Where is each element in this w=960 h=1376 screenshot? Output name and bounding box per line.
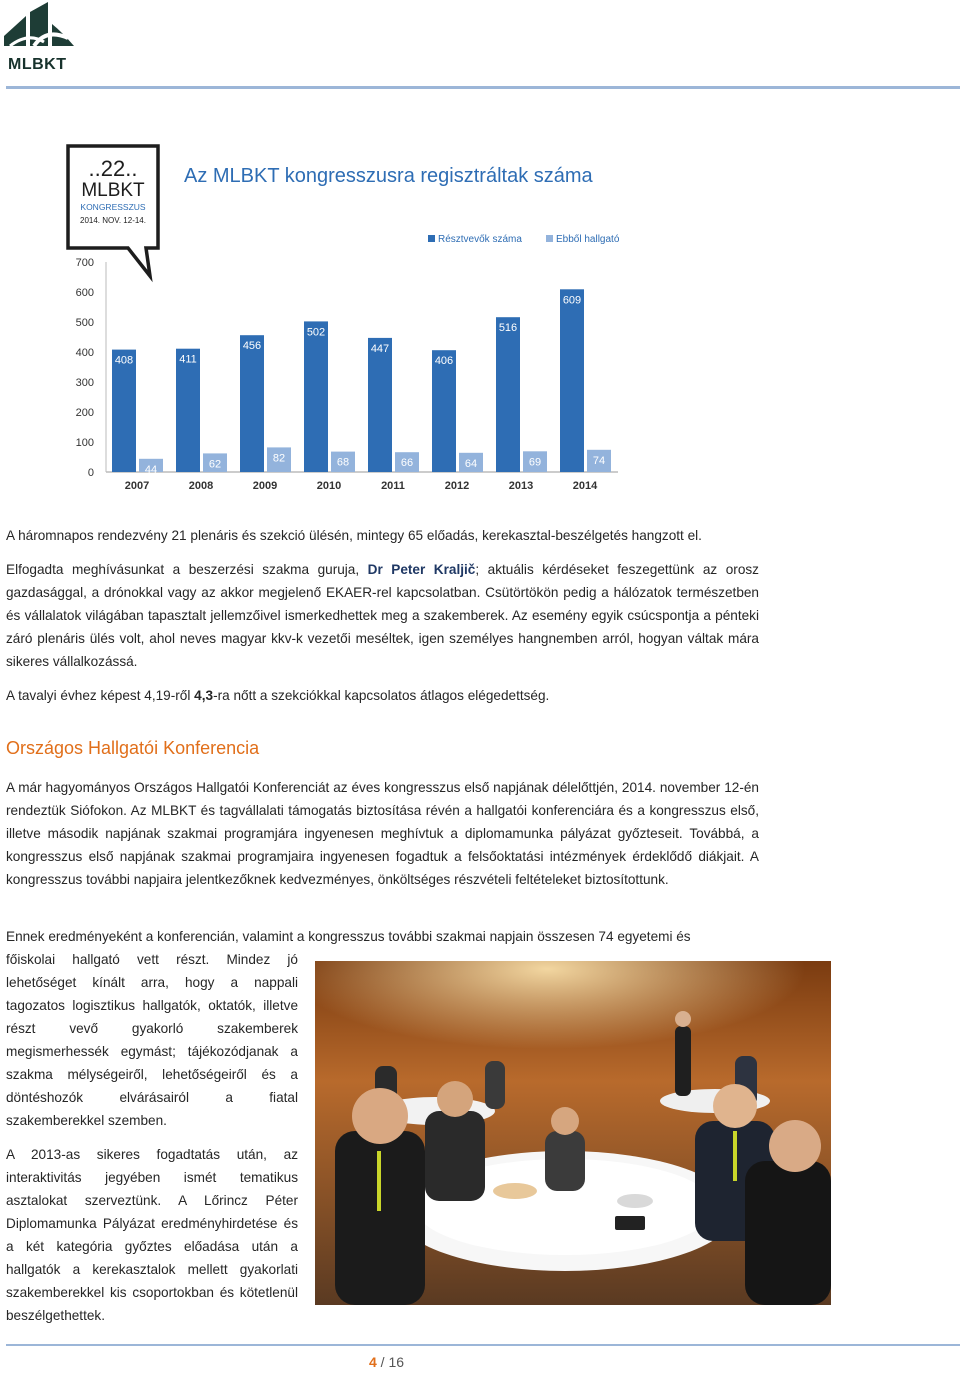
page-number — [369, 1354, 404, 1370]
x-tick-label: 2008 — [188, 480, 214, 492]
speaker-name: Dr Peter Kraljič — [367, 562, 476, 577]
current-page: 4 — [369, 1354, 377, 1370]
bar-series — [112, 289, 611, 476]
y-tick-label: 700 — [75, 257, 94, 269]
y-tick-label: 600 — [75, 287, 94, 299]
bar-participants — [176, 349, 200, 472]
bar-value-label: 456 — [242, 340, 262, 353]
x-tick-label: 2007 — [124, 480, 150, 492]
bar-value-label: 447 — [370, 342, 390, 355]
bar-participants — [368, 338, 392, 472]
speakers-text-a: Elfogadta meghívásunkat a beszerzési szakma guruja, — [6, 562, 368, 577]
y-axis — [76, 257, 618, 479]
y-tick-label: 100 — [75, 437, 94, 449]
x-tick-label: 2012 — [444, 480, 470, 492]
x-tick-label: 2009 — [252, 480, 278, 492]
x-tick-label: 2011 — [381, 480, 405, 492]
bar-value-label: 62 — [208, 458, 222, 471]
badge-line2: MLBKT — [81, 180, 145, 201]
bar-value-label: 502 — [306, 326, 326, 339]
satisfaction-text-b: -ra nőtt a szekciókkal kapcsolatos átlagos elégedettség. — [213, 688, 550, 703]
conference-photo — [315, 961, 831, 1305]
bar-participants — [496, 317, 520, 472]
x-tick-label: 2010 — [316, 480, 342, 492]
bar-value-label: 408 — [114, 354, 134, 367]
paragraph-speakers — [6, 558, 759, 673]
badge-line4: 2014. NOV. 12-14. — [80, 216, 146, 225]
x-tick-label: 2013 — [508, 480, 534, 492]
bar-value-label: 406 — [434, 355, 454, 368]
paragraph-intro: A háromnapos rendezvény 21 plenáris és szekció ülésén, mintegy 65 előadás, kerekasztal-beszélgetés hangzott el. — [6, 528, 702, 543]
bar-value-label: 82 — [272, 452, 286, 465]
bar-value-label: 44 — [144, 463, 158, 476]
y-tick-label: 0 — [87, 467, 94, 479]
bar-value-label: 609 — [562, 294, 582, 307]
bar-value-label: 411 — [179, 353, 197, 366]
y-tick-label: 300 — [75, 377, 94, 389]
bar-value-label: 66 — [400, 457, 414, 470]
legend-swatch — [546, 235, 553, 242]
bar-participants — [560, 289, 584, 472]
total-pages: 16 — [388, 1354, 405, 1370]
legend-label: Ebből hallgató — [556, 234, 620, 245]
paragraph-satisfaction — [6, 684, 759, 707]
bar-value-label: 516 — [498, 322, 518, 335]
bar-value-label: 74 — [592, 454, 606, 467]
chart-title: Az MLBKT kongresszusra regisztráltak száma — [184, 165, 593, 187]
badge-line1: ..22.. — [88, 156, 138, 181]
logo-wordmark: MLBKT — [8, 56, 67, 73]
speakers-text-b: ; aktuális kérdéseket feszegettünk az orosz gazdasággal, a drónokkal vagy az akkor megjelenő EKAER-rel kapcsolatban. Csütörtökön pedig a hálózatok természetben és vállalatok világában tapasztalt jellemzőivel ismerkedhettek meg a szakemberek. Az esemény egyik csúcspontja a pénteki záró plenáris ülés volt, ahol neves magyar kkv-k vezetői meséltek, igen személyes hangnemben arról, hogyan váltak mára sikeres vállalkozássá. — [6, 562, 759, 669]
x-axis — [125, 480, 598, 492]
legend-swatch — [428, 235, 435, 242]
bar-value-label: 69 — [528, 456, 542, 469]
bar-participants — [112, 350, 136, 472]
paragraph-student-conference: A már hagyományos Országos Hallgatói Konferenciát az éves kongresszus első napjának délelőttjén, 2014. november 12-én rendeztük Siófokon. Az MLBKT és tagvállalati támogatás biztosítása révén a hallgatói konferenciára és a kongresszus első, illetve második napjának szakmai programjára ingyenesen meghívtuk a diplomamunka pályázat győzteseit. Továbbá, a kongresszus első napjának szakmai programjaira ingyenesen fogadtuk a felsőoktatási intézmények érdeklődő diákjait. A kongresszus további napjaira jelentkezőknek kedvezményes, önköltséges részvételi feltételeket biztosítottunk. — [6, 780, 759, 887]
satisfaction-text-a: A tavalyi évhez képest 4,19-ről — [6, 688, 195, 703]
paragraph-results-narrow: főiskolai hallgató vett részt. Mindez jó lehetőséget kínált arra, hogy a nappali tagozatos logisztikus hallgatók, oktatók, illetve részt vevő gyakorló szakemberek megismerhessék egymást; tájékozódjanak a szakma mélységeiről, lehetőségeiről és a döntéshozók elvárásairól a fiatal szakemberekkel szemben. — [6, 952, 298, 1128]
x-tick-label: 2014 — [572, 480, 598, 492]
y-tick-label: 200 — [75, 407, 94, 419]
badge-line3: KONGRESSZUS — [80, 202, 146, 212]
section-heading: Országos Hallgatói Konferencia — [6, 738, 260, 758]
bar-participants — [432, 350, 456, 472]
footer-divider — [6, 1344, 960, 1346]
chart-legend — [428, 234, 620, 245]
y-tick-label: 500 — [75, 317, 94, 329]
paragraph-interactive-tables: A 2013-as sikeres fogadtatás után, az interaktivitás jegyében ismét tematikus asztalokat szerveztünk. A Lőrincz Péter Diplomamunka Pályázat eredményhirdetése és a két kategória győztes előadása után a hallgatók a kerekasztalok mellett gyakorlati szakemberekkel kis csoportokban és kötetlenül beszélgethettek. — [6, 1147, 298, 1323]
bar-participants — [240, 335, 264, 472]
legend-label: Résztvevők száma — [438, 234, 522, 245]
bar-participants — [304, 321, 328, 472]
satisfaction-value: 4,3 — [194, 688, 214, 703]
registration-chart — [66, 144, 626, 500]
bar-value-label: 64 — [464, 457, 478, 470]
page-separator: / — [376, 1354, 389, 1370]
header-divider — [6, 86, 960, 89]
y-tick-label: 400 — [75, 347, 94, 359]
paragraph-results-wide: Ennek eredményeként a konferencián, valamint a kongresszus további szakmai napjain összesen 74 egyetemi és — [6, 929, 691, 944]
bar-value-label: 68 — [336, 456, 350, 469]
